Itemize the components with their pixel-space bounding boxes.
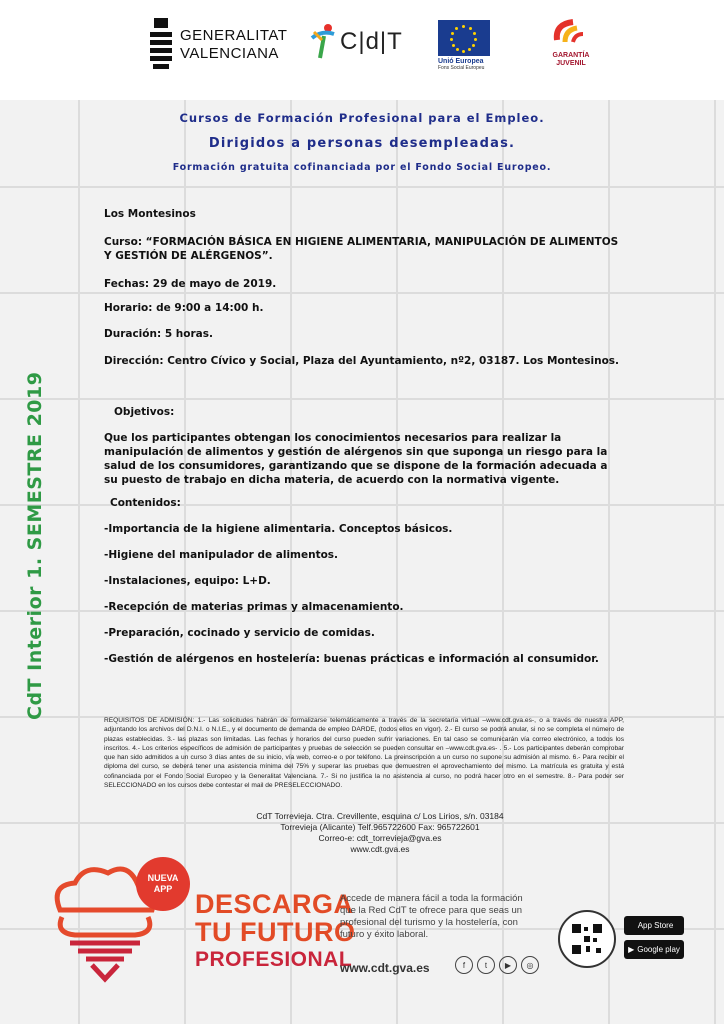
- generalitat-logo: [150, 18, 287, 72]
- badge-line1: NUEVA: [147, 873, 179, 883]
- app-store-button[interactable]: [624, 916, 684, 935]
- objectives-text: Que los participantes obtengan los conocimientos necesarios para realizar la manipulación de alimentos y gestión de alérgenos sin que suponga un riesgo para la salud de los consumidores, garantizando que se dispone de la formación adecuada a su puesto de trabajo en dicha materia, de acuerdo con la normativa vigente.: [104, 432, 608, 486]
- contact-block: [200, 811, 560, 855]
- promo-web-link[interactable]: www.cdt.gva.es: [340, 961, 430, 975]
- social-icons: [455, 956, 539, 974]
- generalitat-emblem-icon: [150, 18, 172, 72]
- contents-item: -Instalaciones, equipo: L+D.: [104, 575, 271, 587]
- garantia-line2: JUVENIL: [556, 60, 586, 67]
- garantia-juvenil-icon: [551, 18, 591, 48]
- google-play-button[interactable]: [624, 940, 684, 959]
- cdt-logo: [310, 22, 403, 62]
- cdt-figure-icon: [310, 22, 336, 62]
- heading-line2: Dirigidos a personas desempleadas.: [208, 136, 516, 151]
- contents-item: -Higiene del manipulador de alimentos.: [104, 549, 339, 561]
- contact-web[interactable]: www.cdt.gva.es: [350, 844, 410, 854]
- promo-text: Accede de manera fácil a toda la formación que la Red CdT te ofrece para que seas un profesional del turismo y la hostelería, con futuro y éxito laboral.: [340, 893, 523, 940]
- youtube-icon[interactable]: ▶: [499, 956, 517, 974]
- eu-subtitle: Fons Social Europeu: [438, 65, 485, 71]
- garantia-line1: GARANTÍA: [552, 52, 590, 59]
- facebook-icon[interactable]: f: [455, 956, 473, 974]
- course-address: Dirección: Centro Cívico y Social, Plaza del Ayuntamiento, nº2, 03187. Los Montesinos.: [104, 355, 620, 367]
- promo-title-line1: DESCARGA: [195, 889, 354, 919]
- admission-requirements: REQUISITOS DE ADMISIÓN: 1.- Las solicitudes habrán de formalizarse telemáticamente a través de la secretaría virtual –www.cdt.gva.es-, o a través de nuestra APP, adjuntando los archivos del D.N.I. o N.I.E., y el documento de demanda de empleo DARDE, (todos ellos en vigor). 2.- El curso se podrá anular, si no se completa el número de plazas establecidas. 3.- las plazas son limitadas. Las fechas y horarios del curso pueden sufrir variaciones. En tal caso se comunicarán vía correo electrónico, a todos los inscritos. 4.- Los criterios específicos de admisión de participantes y pruebas de selección se pueden consultar en –www.cdt.gva.es- . 5.- Los participantes deberán comprobar que han sido admitidos a un curso 3 días antes de su inicio, vía web, correo-e o por teléfono. La preinscripción a un curso no supone su admisión al mismo. 6.- Para recibir el diploma del curso, se deberá tener una asistencia mínima del 75% y superar las pruebas que demuestren el aprovechamiento del mismo. La matrícula es gratuita y está cofinanciada por el Fondo Social Europeo y la Generalitat Valenciana. 7.- Si no justifica la no asistencia al curso, no podrá hacer otro en el semestre. 8.- Para poder ser SELECCIONADO en los cursos debe contestar el mail de PRESELECCIONADO.: [104, 717, 624, 790]
- badge-line2: APP: [153, 884, 173, 894]
- contents-item: -Preparación, cocinado y servicio de comidas.: [104, 627, 375, 639]
- promo-title-line2: TU FUTURO: [195, 917, 356, 947]
- course-title: Curso: “FORMACIÓN BÁSICA EN HIGIENE ALIMENTARIA, MANIPULACIÓN DE ALIMENTOS Y GESTIÓN DE ALÉRGENOS”.: [104, 236, 619, 262]
- garantia-juvenil-logo: [546, 18, 596, 68]
- qr-code-icon: [572, 924, 602, 954]
- contact-phone: Torrevieja (Alicante) Telf.965722600 Fax: 965722601: [280, 822, 480, 832]
- play-icon: ▶: [628, 945, 635, 954]
- contents-label: Contenidos:: [110, 497, 181, 509]
- instagram-icon[interactable]: ◎: [521, 956, 539, 974]
- eu-title: Unió Europea: [438, 58, 484, 65]
- app-store-label: App Store: [637, 921, 674, 930]
- promo-title-line3: PROFESIONAL: [195, 948, 353, 971]
- twitter-icon[interactable]: t: [477, 956, 495, 974]
- eu-flag-icon: [438, 20, 490, 56]
- new-app-badge: [136, 857, 190, 911]
- qr-code: [558, 910, 616, 968]
- objectives-label: Objetivos:: [114, 406, 175, 418]
- semester-side-label: CdT Interior 1. SEMESTRE 2019: [24, 371, 46, 720]
- eu-logo: [438, 20, 492, 71]
- contact-email[interactable]: Correo-e: cdt_torrevieja@gva.es: [318, 833, 442, 843]
- course-dates: Fechas: 29 de mayo de 2019.: [104, 278, 277, 290]
- course-schedule: Horario: de 9:00 a 14:00 h.: [104, 302, 264, 314]
- contents-item: -Recepción de materias primas y almacenamiento.: [104, 601, 404, 613]
- promo-title: [195, 890, 355, 974]
- heading-line1: Cursos de Formación Profesional para el Empleo.: [179, 111, 545, 125]
- google-play-label: Google play: [637, 945, 680, 954]
- course-duration: Duración: 5 horas.: [104, 328, 213, 340]
- generalitat-line1: GENERALITAT: [180, 27, 288, 44]
- contents-item: -Gestión de alérgenos en hostelería: buenas prácticas e información al consumidor.: [104, 653, 599, 665]
- cdt-text: C|d|T: [340, 28, 403, 55]
- heading-line3: Formación gratuita cofinanciada por el Fondo Social Europeo.: [172, 162, 552, 173]
- course-location: Los Montesinos: [104, 208, 196, 220]
- contents-item: -Importancia de la higiene alimentaria. Conceptos básicos.: [104, 523, 453, 535]
- contact-address: CdT Torrevieja. Ctra. Crevillente, esquina c/ Los Lirios, s/n. 03184: [256, 811, 504, 821]
- generalitat-line2: VALENCIANA: [180, 45, 279, 62]
